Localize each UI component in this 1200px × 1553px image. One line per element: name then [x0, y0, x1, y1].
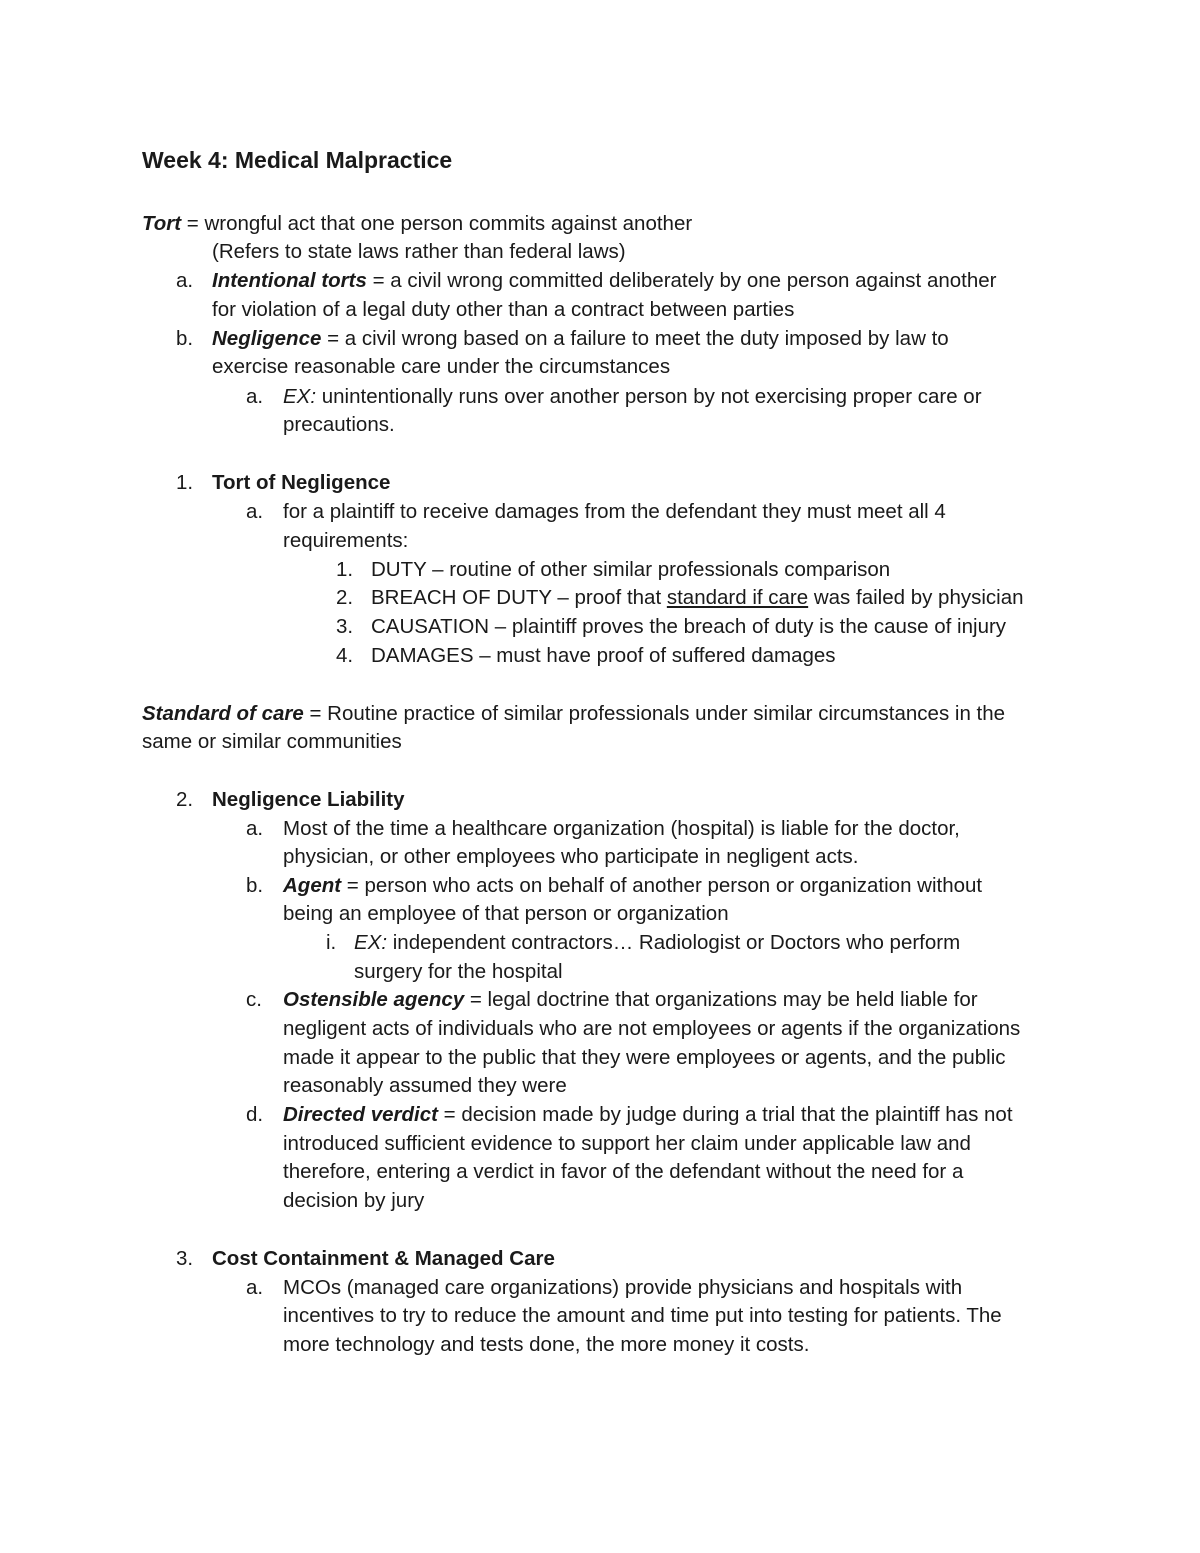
- section-heading-tort-of-negligence: Tort of Negligence: [212, 471, 391, 494]
- tort-note: (Refers to state laws rather than federal laws): [212, 240, 626, 263]
- requirement-damages: DAMAGES – must have proof of suffered damages: [371, 644, 836, 667]
- section-number: 2.: [176, 788, 194, 811]
- section-number: 1.: [176, 471, 194, 494]
- list-marker: 3.: [336, 615, 354, 638]
- requirements-intro-line2: requirements:: [283, 529, 409, 552]
- intentional-torts-line1: Intentional torts = a civil wrong committed deliberately by one person against another: [212, 269, 997, 292]
- section-number: 3.: [176, 1247, 194, 1270]
- requirement-causation: CAUSATION – plaintiff proves the breach of duty is the cause of injury: [371, 615, 1007, 638]
- liability-a-line2: physician, or other employees who participate in negligent acts.: [283, 845, 859, 868]
- mco-line2: incentives to try to reduce the amount and time put into testing for patients. The: [283, 1304, 1002, 1327]
- directed-verdict-line3: therefore, entering a verdict in favor of the defendant without the need for a: [283, 1160, 964, 1183]
- list-marker: a.: [246, 817, 264, 840]
- ostensible-agency-line4: reasonably assumed they were: [283, 1074, 567, 1097]
- list-marker: 2.: [336, 586, 354, 609]
- ostensible-agency-line3: made it appear to the public that they were employees or agents, and the public: [283, 1046, 1006, 1069]
- section-heading-negligence-liability: Negligence Liability: [212, 788, 405, 811]
- requirement-breach-of-duty: BREACH OF DUTY – proof that standard if care was failed by physician: [371, 586, 1024, 609]
- tort-definition: Tort = wrongful act that one person commits against another: [142, 212, 693, 235]
- list-marker: a.: [246, 500, 264, 523]
- list-marker: a.: [246, 385, 264, 408]
- directed-verdict-line2: introduced sufficient evidence to support her claim under applicable law and: [283, 1132, 971, 1155]
- list-marker: 1.: [336, 558, 354, 581]
- mco-line1: MCOs (managed care organizations) provide physicians and hospitals with: [283, 1276, 963, 1299]
- list-marker: b.: [246, 874, 264, 897]
- page-title: Week 4: Medical Malpractice: [142, 147, 453, 173]
- negligence-line1: Negligence = a civil wrong based on a failure to meet the duty imposed by law to: [212, 327, 949, 350]
- list-marker: b.: [176, 327, 194, 350]
- list-marker: a.: [246, 1276, 264, 1299]
- directed-verdict-line4: decision by jury: [283, 1189, 425, 1212]
- tort-term: Tort: [142, 212, 182, 235]
- standard-of-care-line2: same or similar communities: [142, 730, 402, 753]
- negligence-example-line1: EX: unintentionally runs over another person by not exercising proper care or: [283, 385, 982, 408]
- list-marker: a.: [176, 269, 194, 292]
- agent-example-line2: surgery for the hospital: [354, 960, 563, 983]
- list-marker: 4.: [336, 644, 354, 667]
- requirements-intro-line1: for a plaintiff to receive damages from the defendant they must meet all 4: [283, 500, 946, 523]
- liability-a-line1: Most of the time a healthcare organization (hospital) is liable for the doctor,: [283, 817, 960, 840]
- directed-verdict-line1: Directed verdict = decision made by judge during a trial that the plaintiff has not: [283, 1103, 1013, 1126]
- list-marker: i.: [326, 931, 337, 954]
- mco-line3: more technology and tests done, the more money it costs.: [283, 1333, 810, 1356]
- negligence-example-line2: precautions.: [283, 413, 395, 436]
- ostensible-agency-line1: Ostensible agency = legal doctrine that organizations may be held liable for: [283, 988, 978, 1011]
- negligence-line2: exercise reasonable care under the circumstances: [212, 355, 671, 378]
- list-marker: d.: [246, 1103, 264, 1126]
- ostensible-agency-line2: negligent acts of individuals who are not employees or agents if the organizations: [283, 1017, 1021, 1040]
- intentional-torts-line2: for violation of a legal duty other than a contract between parties: [212, 298, 795, 321]
- agent-line2: being an employee of that person or organization: [283, 902, 729, 925]
- section-heading-cost-containment: Cost Containment & Managed Care: [212, 1247, 555, 1270]
- standard-of-care-line1: Standard of care = Routine practice of similar professionals under similar circumstances in the: [142, 702, 1006, 725]
- list-marker: c.: [246, 988, 262, 1011]
- agent-line1: Agent = person who acts on behalf of another person or organization without: [283, 874, 983, 897]
- agent-example-line1: EX: independent contractors… Radiologist or Doctors who perform: [354, 931, 961, 954]
- requirement-duty: DUTY – routine of other similar professionals comparison: [371, 558, 891, 581]
